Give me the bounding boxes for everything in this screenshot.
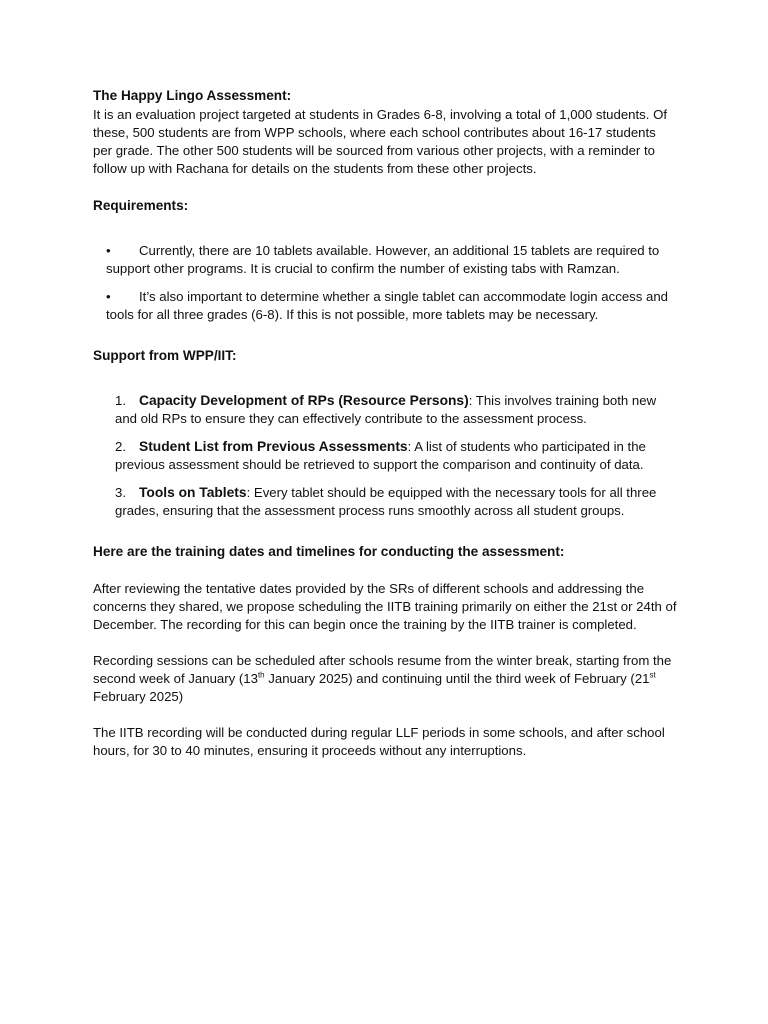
intro-paragraph: It is an evaluation project targeted at students in Grades 6-8, involving a total of 1,000 students. Of these, 500 students are from WPP schools, where each school contributes about 16-17 students per grade. The other 500 students will be sourced from various other projects, with a reminder to follow up with Rachana for details on the students from these other projects. [93, 107, 667, 176]
requirement-text: It’s also important to determine whether a single tablet can accommodate login access and tools for all three grades (6-8). If this is not possible, more tablets may be necessary. [106, 289, 669, 322]
support-item-text: : This involves training both new and old RPs to ensure they can effectively contribute to the assessment process. [115, 393, 657, 426]
document-title: The Happy Lingo Assessment: [93, 88, 292, 103]
requirements-list [93, 242, 678, 324]
support-heading: Support from WPP/IIT: [93, 348, 237, 363]
support-item-title: Capacity Development of RPs (Resource Persons) [139, 393, 469, 408]
training-heading: Here are the training dates and timelines for conducting the assessment: [93, 544, 565, 559]
requirements-heading: Requirements: [93, 198, 189, 213]
list-item [115, 484, 678, 520]
support-item-text: : Every tablet should be equipped with the necessary tools for all three grades, ensuring that the assessment process runs smoothly across all student groups. [115, 485, 657, 518]
list-number: 3. [115, 485, 126, 500]
list-item [115, 392, 678, 428]
support-item-title: Tools on Tablets [139, 485, 247, 500]
list-number: 2. [115, 439, 126, 454]
list-item [106, 288, 678, 324]
ordinal-suffix: st [649, 670, 656, 680]
list-item [106, 242, 678, 278]
bullet-icon: • [106, 243, 111, 258]
para2-text-b: January 2025) and continuing until the third week of February (21 [264, 671, 650, 686]
support-item-text: : A list of students who participated in the previous assessment should be retrieved to support the comparison and continuity of data. [115, 439, 646, 472]
training-paragraph-2 [93, 652, 678, 706]
training-paragraph-1: After reviewing the tentative dates provided by the SRs of different schools and addressing the concerns they shared, we propose scheduling the IITB training primarily on either the 21st or 24th of December. The recording for this can begin once the training by the IITB trainer is completed. [93, 581, 677, 632]
requirement-text: Currently, there are 10 tablets available. However, an additional 15 tablets are required to support other programs. It is crucial to confirm the number of existing tabs with Ramzan. [106, 243, 660, 276]
para2-text-c: February 2025) [93, 689, 184, 704]
list-number: 1. [115, 393, 126, 408]
para2-text-a: Recording sessions can be scheduled after schools resume from the winter break, starting from the second week of January (13 [93, 653, 672, 686]
list-item [115, 438, 678, 474]
document-page [93, 86, 678, 760]
support-item-title: Student List from Previous Assessments [139, 439, 408, 454]
support-list [93, 392, 678, 520]
training-paragraph-3: The IITB recording will be conducted during regular LLF periods in some schools, and after school hours, for 30 to 40 minutes, ensuring it proceeds without any interruptions. [93, 725, 665, 758]
bullet-icon: • [106, 289, 111, 304]
ordinal-suffix: th [257, 670, 265, 680]
